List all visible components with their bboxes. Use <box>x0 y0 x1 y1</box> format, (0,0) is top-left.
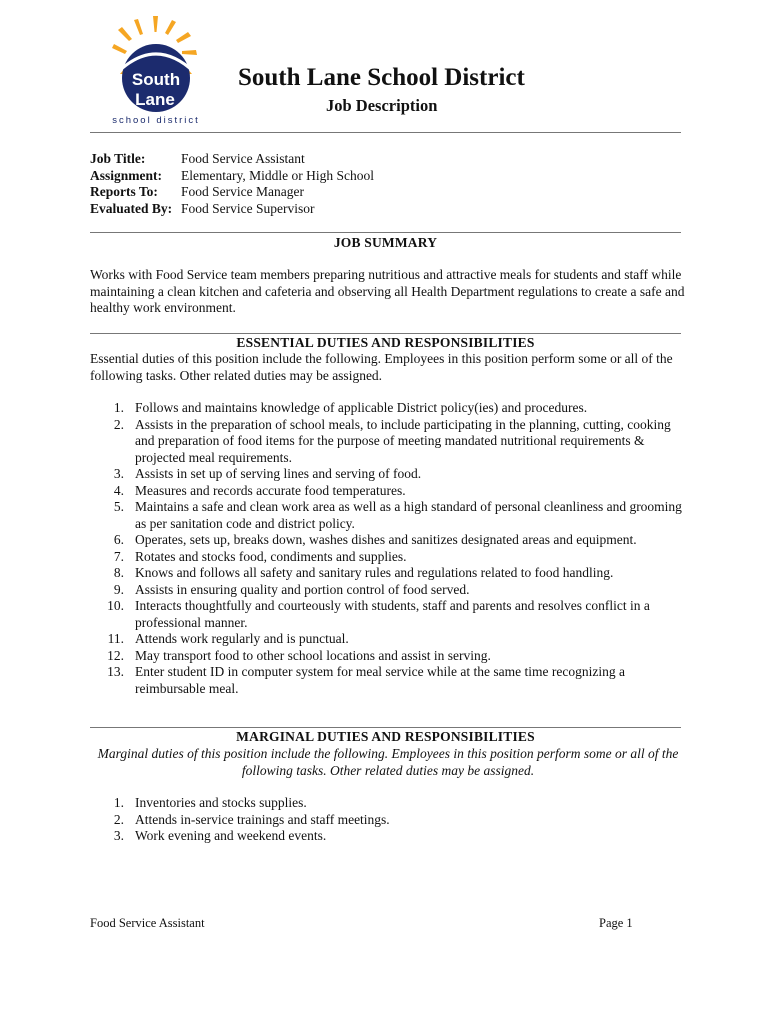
list-item <box>90 466 686 483</box>
page-number: Page 1 <box>599 916 633 930</box>
list-item <box>90 795 686 812</box>
list-item-text: Interacts thoughtfully and courteously with students, staff and parents and resolves conflict in a professional manner. <box>135 598 650 630</box>
logo-subtext: school district <box>112 115 200 126</box>
divider <box>90 132 681 133</box>
list-item-text: Attends work regularly and is punctual. <box>135 631 349 646</box>
list-item <box>90 812 686 829</box>
list-item-number: 3. <box>113 828 124 843</box>
marginal-duties-list <box>90 795 686 845</box>
logo-line1: South <box>131 70 181 89</box>
marginal-heading: MARGINAL DUTIES AND RESPONSIBILITIES <box>236 729 535 744</box>
list-item-number: 12. <box>107 647 124 663</box>
district-logo <box>108 14 204 126</box>
job-info-row <box>90 184 374 201</box>
list-item <box>90 532 686 549</box>
essential-heading: ESSENTIAL DUTIES AND RESPONSIBILITIES <box>236 335 535 350</box>
job-info-value: Elementary, Middle or High School <box>181 167 374 183</box>
list-item-number: 5. <box>113 499 124 514</box>
list-item-number: 8. <box>113 565 124 580</box>
list-item-number: 3. <box>113 466 124 481</box>
divider <box>90 727 681 728</box>
list-item <box>90 648 686 665</box>
list-item-number: 13. <box>107 664 124 679</box>
list-item-text: Work evening and weekend events. <box>135 828 327 843</box>
list-item-text: Follows and maintains knowledge of applicable District policy(ies) and procedures. <box>135 400 588 415</box>
list-item-text: Knows and follows all safety and sanitary rules and regulations related to food handling. <box>135 565 614 580</box>
job-info-label: Evaluated By: <box>90 200 173 216</box>
list-item-number: 1. <box>113 795 124 810</box>
page-subtitle: Job Description <box>326 96 438 115</box>
list-item <box>90 582 686 599</box>
list-item <box>90 828 686 845</box>
job-info-row <box>90 151 374 168</box>
marginal-intro: Marginal duties of this position include the following. Employees in this position perform some or all of the following tasks. Other related duties may be assigned. <box>97 746 679 778</box>
job-info-block <box>90 151 374 217</box>
list-item-text: Maintains a safe and clean work area as well as a high standard of personal cleanliness and grooming as per sanitation code and district policy. <box>135 499 682 531</box>
list-item <box>90 417 686 467</box>
list-item-text: Assists in set up of serving lines and serving of food. <box>135 466 422 481</box>
list-item <box>90 631 686 648</box>
divider <box>90 333 681 334</box>
job-info-value: Food Service Supervisor <box>181 200 315 216</box>
list-item-text: Operates, sets up, breaks down, washes dishes and sanitizes designated areas and equipment. <box>135 532 637 547</box>
logo-line2: Lane <box>135 90 175 109</box>
job-info-value: Food Service Manager <box>181 184 304 199</box>
list-item <box>90 483 686 500</box>
list-item-number: 2. <box>113 416 124 432</box>
list-item-text: Enter student ID in computer system for meal service while at the same time recognizing a reimbursable meal. <box>135 664 625 696</box>
list-item <box>90 549 686 566</box>
footer-title: Food Service Assistant <box>90 916 205 930</box>
job-info-row <box>90 201 374 218</box>
job-info-label: Job Title: <box>90 151 146 166</box>
list-item-number: 9. <box>113 581 124 597</box>
essential-duties-list <box>90 400 686 697</box>
page-title: South Lane School District <box>238 64 525 91</box>
list-item-number: 11. <box>107 631 124 646</box>
job-info-label: Reports To: <box>90 184 158 199</box>
summary-text: Works with Food Service team members preparing nutritious and attractive meals for students and staff while maintaining a clean kitchen and cafeteria and observing all Health Department regulations to create a safe and healthy work environment. <box>90 267 685 315</box>
job-info-value: Food Service Assistant <box>181 151 305 166</box>
list-item-text: Rotates and stocks food, condiments and supplies. <box>135 548 407 564</box>
summary-heading: JOB SUMMARY <box>333 235 438 250</box>
list-item-number: 7. <box>113 548 124 564</box>
list-item-number: 4. <box>113 482 124 498</box>
list-item-number: 1. <box>113 400 124 415</box>
job-info-label: Assignment: <box>90 167 163 183</box>
list-item-text: Assists in the preparation of school meals, to include participating in the planning, cutting, cooking and preparation of food items for the purpose of meeting mandated nutritional requirements & projected meal requirements. <box>135 416 671 465</box>
list-item <box>90 400 686 417</box>
list-item-number: 6. <box>113 532 124 547</box>
list-item-text: Attends in-service trainings and staff meetings. <box>135 811 390 827</box>
list-item-text: Assists in ensuring quality and portion control of food served. <box>135 581 470 597</box>
list-item-text: Inventories and stocks supplies. <box>135 795 307 810</box>
list-item-text: Measures and records accurate food temperatures. <box>135 482 406 498</box>
list-item-number: 2. <box>113 811 124 827</box>
list-item <box>90 598 686 631</box>
essential-intro: Essential duties of this position include the following. Employees in this position perform some or all of the following tasks. Other related duties may be assigned. <box>90 351 673 383</box>
list-item <box>90 499 686 532</box>
list-item <box>90 664 686 697</box>
divider <box>90 232 681 233</box>
list-item <box>90 565 686 582</box>
list-item-text: May transport food to other school locations and assist in serving. <box>135 647 491 663</box>
sun-logo-icon <box>108 14 204 114</box>
list-item-number: 10. <box>107 598 124 613</box>
job-info-row <box>90 168 374 185</box>
